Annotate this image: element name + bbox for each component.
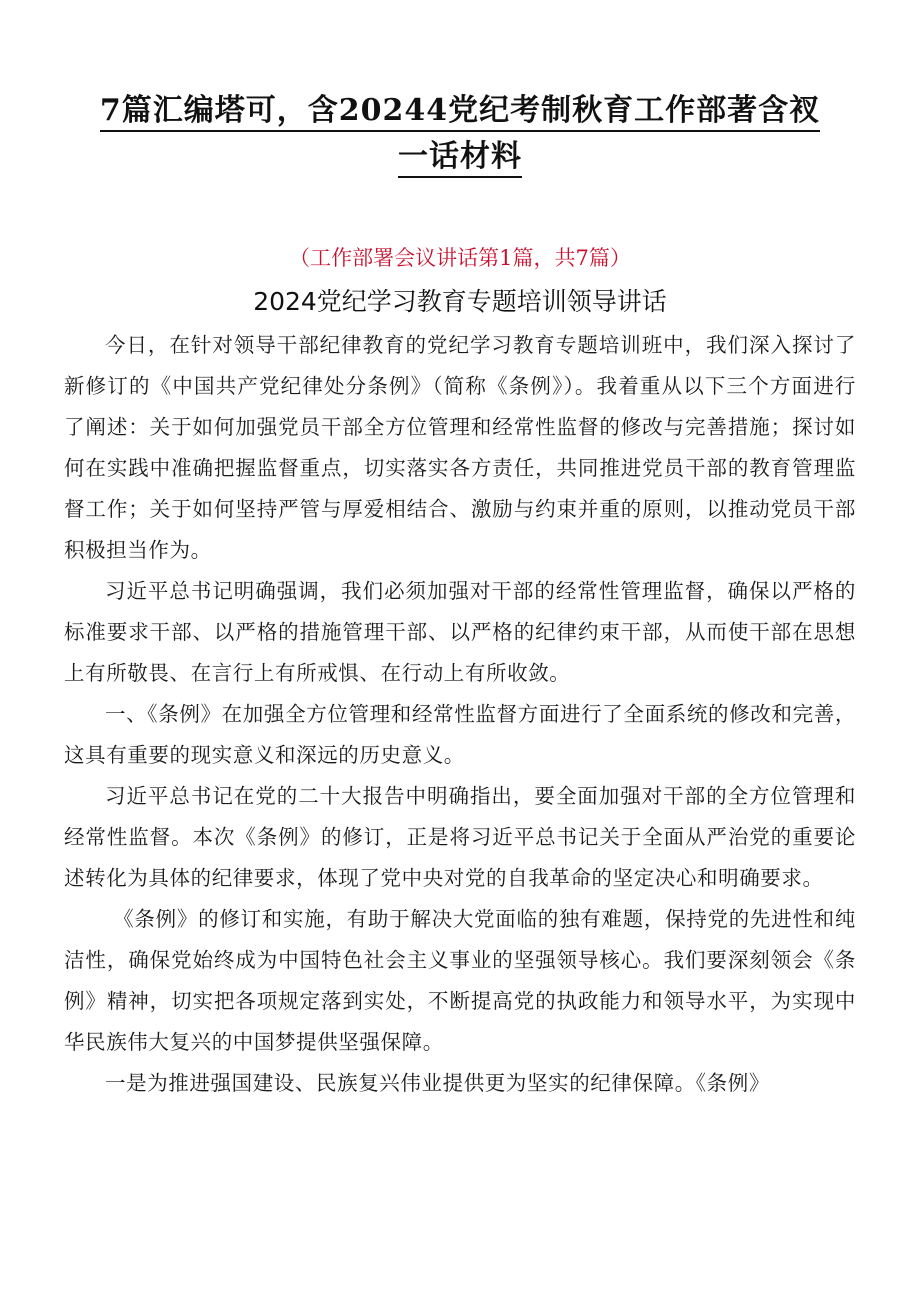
title-line-1 bbox=[60, 88, 860, 134]
paragraph-1: 今日，在针对领导干部纪律教育的党纪学习教育专题培训班中，我们深入探讨了新修订的《中国共产党纪律处分条例》（简称《条例》）。我着重从以下三个方面进行了阐述：关于如何加强党员干部全方位管理和经常性监督的修改与完善措施；探讨如何在实践中准确把握监督重点，切实落实各方责任，共同推进党员干部的教育管理监督工作；关于如何坚持严管与厚爱相结合、激励与约束并重的原则，以推动党员干部积极担当作为。 bbox=[64, 333, 856, 562]
speech-heading: 2024党纪学习教育专题培训领导讲话 bbox=[253, 287, 667, 316]
part-label: （工作部署会议讲话第1篇，共7篇） bbox=[289, 246, 631, 270]
document-title bbox=[60, 88, 860, 180]
title-line-2 bbox=[60, 134, 860, 180]
title-line-1-text: 7篇汇编塔可，含20244党纪考制秋育工作部著含衩 bbox=[100, 93, 820, 132]
paragraph-4: 习近平总书记在党的二十大报告中明确指出，要全面加强对干部的全方位管理和经常性监督。本次《条例》的修订，正是将习近平总书记关于全面从严治党的重要论述转化为具体的纪律要求，体现了党中央对党的自我革命的坚定决心和明确要求。 bbox=[64, 784, 856, 890]
title-line-2-text: 一话材料 bbox=[398, 139, 522, 178]
paragraph-3: 一、《条例》在加强全方位管理和经常性监督方面进行了全面系统的修改和完善，这具有重要的现实意义和深远的历史意义。 bbox=[64, 702, 856, 767]
paragraph-5: 《条例》的修订和实施，有助于解决大党面临的独有难题，保持党的先进性和纯洁性，确保党始终成为中国特色社会主义事业的坚强领导核心。我们要深刻领会《条例》精神，切实把各项规定落到实处，不断提高党的执政能力和领导水平，为实现中华民族伟大复兴的中国梦提供坚强保障。 bbox=[64, 907, 856, 1054]
paragraph-6: 一是为推进强国建设、民族复兴伟业提供更为坚实的纪律保障。《条例》 bbox=[105, 1071, 770, 1095]
body-text bbox=[64, 325, 856, 1104]
paragraph-2: 习近平总书记明确强调，我们必须加强对干部的经常性管理监督，确保以严格的标准要求干部、以严格的措施管理干部、以严格的纪律约束干部，从而使干部在思想上有所敬畏、在言行上有所戒惧、在行动上有所收敛。 bbox=[64, 579, 856, 685]
